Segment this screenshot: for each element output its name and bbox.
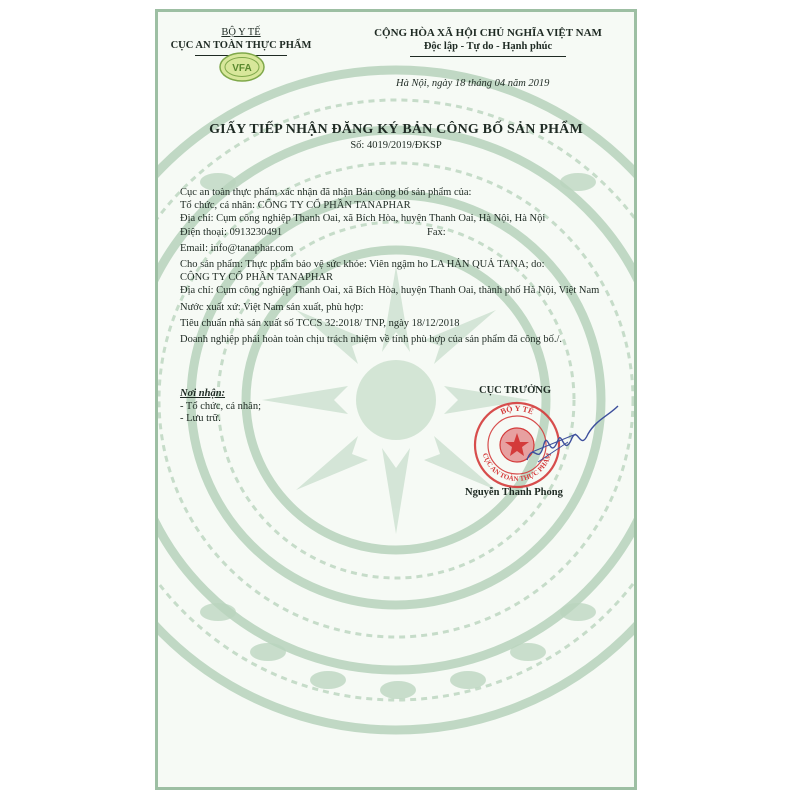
recipients-title: Nơi nhận: bbox=[180, 388, 226, 399]
issue-date: Hà Nội, ngày 18 tháng 04 năm 2019 bbox=[396, 78, 550, 89]
agency-name: CỤC AN TOÀN THỰC PHẨM bbox=[170, 40, 312, 51]
certificate-body bbox=[180, 186, 620, 346]
motto-underline bbox=[410, 56, 566, 57]
standard-line: Tiêu chuẩn nhà sản xuất số TCCS 32:2018/ TNP, ngày 18/12/2018 bbox=[180, 317, 460, 329]
recipients-block bbox=[180, 388, 261, 426]
signature-scribble bbox=[527, 406, 618, 460]
document-title: GIẤY TIẾP NHẬN ĐĂNG KÝ BẢN CÔNG BỐ SẢN PHẨM bbox=[209, 122, 583, 137]
intro-line: Cục an toàn thực phẩm xác nhận đã nhận Bản công bố sản phẩm của: bbox=[180, 187, 472, 198]
recipient-item: - Tổ chức, cá nhân; bbox=[180, 400, 262, 412]
vfa-logo bbox=[219, 52, 265, 82]
fax-label: Fax: bbox=[427, 226, 446, 238]
organization-line: Tổ chức, cá nhân: CÔNG TY CỔ PHẦN TANAPHAR bbox=[180, 200, 411, 212]
email-line: Email: info@tanaphar.com bbox=[180, 242, 294, 254]
origin-line: Nước xuất xứ: Việt Nam sản xuất, phù hợp: bbox=[180, 301, 364, 313]
phone-line: Điện thoại: 0913230491 bbox=[180, 226, 283, 238]
document-number: Số: 4019/2019/ĐKSP bbox=[350, 140, 442, 151]
official-stamp bbox=[472, 400, 622, 490]
stamp-bottom-text: CỤC AN TOÀN THỰC PHẨM bbox=[480, 451, 554, 484]
country-name: CỘNG HÒA XÃ HỘI CHỦ NGHĨA VIỆT NAM bbox=[374, 27, 602, 39]
ministry-name: BỘ Y TẾ bbox=[221, 27, 261, 38]
phone-fax-line bbox=[180, 226, 620, 239]
national-header bbox=[346, 26, 630, 57]
producer-line: CÔNG TY CỔ PHẦN TANAPHAR bbox=[180, 272, 333, 284]
stamp-top-text: BỘ Y TẾ bbox=[499, 403, 535, 417]
logo-text: VFA bbox=[232, 63, 252, 74]
signer-position: CỤC TRƯỞNG bbox=[479, 385, 552, 396]
producer-address-line: Địa chỉ: Cụm công nghiệp Thanh Oai, xã Bích Hòa, huyện Thanh Oai, thành phố Hà Nội, Việt Nam bbox=[180, 285, 600, 297]
product-line: Cho sản phẩm: Thực phẩm bảo vệ sức khỏe: Viên ngậm ho LA HÁN QUẢ TANA; do: bbox=[180, 259, 545, 271]
signer-name: Nguyễn Thanh Phong bbox=[465, 487, 563, 498]
address-line: Địa chỉ: Cụm công nghiệp Thanh Oai, xã Bích Hòa, huyện Thanh Oai, Hà Nội, Hà Nội bbox=[180, 213, 546, 225]
responsibility-line: Doanh nghiệp phải hoàn toàn chịu trách nhiệm về tính phù hợp của sản phẩm đã công bố./. bbox=[180, 334, 562, 346]
national-motto: Độc lập - Tự do - Hạnh phúc bbox=[423, 41, 553, 52]
recipient-item: - Lưu trữ. bbox=[180, 413, 221, 424]
certificate-sheet bbox=[155, 9, 637, 790]
